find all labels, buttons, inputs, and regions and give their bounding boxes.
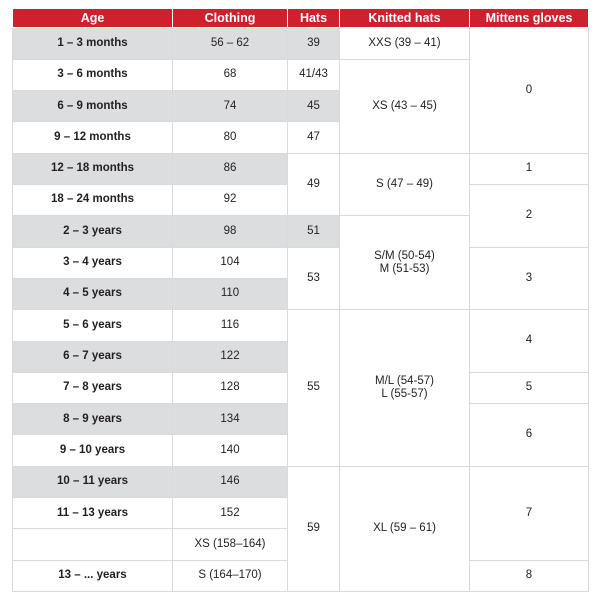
hats-cell: 45	[288, 91, 340, 122]
age-cell: 6 – 7 years	[13, 341, 173, 372]
hats-cell: 47	[288, 122, 340, 153]
mittens-gloves-cell: 4	[470, 310, 589, 373]
clothing-cell: 128	[173, 372, 288, 403]
age-cell: 9 – 12 months	[13, 122, 173, 153]
mittens-gloves-cell: 1	[470, 153, 589, 184]
age-cell	[13, 529, 173, 560]
mittens-gloves-cell: 3	[470, 247, 589, 310]
clothing-cell: 140	[173, 435, 288, 466]
age-cell: 7 – 8 years	[13, 372, 173, 403]
size-chart-table	[12, 8, 589, 592]
clothing-cell: XS (158–164)	[173, 529, 288, 560]
table-row	[13, 28, 589, 59]
header-age: Age	[13, 9, 173, 28]
age-cell: 10 – 11 years	[13, 466, 173, 497]
age-cell: 9 – 10 years	[13, 435, 173, 466]
knitted-hats-cell: XS (43 – 45)	[340, 59, 470, 153]
hats-cell: 39	[288, 28, 340, 59]
age-cell: 4 – 5 years	[13, 278, 173, 309]
age-cell: 3 – 4 years	[13, 247, 173, 278]
clothing-cell: 134	[173, 404, 288, 435]
mittens-gloves-cell: 7	[470, 466, 589, 560]
age-cell: 3 – 6 months	[13, 59, 173, 90]
clothing-cell: 110	[173, 278, 288, 309]
clothing-cell: 56 – 62	[173, 28, 288, 59]
clothing-cell: 86	[173, 153, 288, 184]
knitted-hats-cell: M/L (54-57) L (55-57)	[340, 310, 470, 467]
age-cell: 8 – 9 years	[13, 404, 173, 435]
age-cell: 2 – 3 years	[13, 216, 173, 247]
mittens-gloves-cell: 6	[470, 404, 589, 467]
knitted-hats-cell: XL (59 – 61)	[340, 466, 470, 591]
age-cell: 5 – 6 years	[13, 310, 173, 341]
clothing-cell: 122	[173, 341, 288, 372]
age-cell: 12 – 18 months	[13, 153, 173, 184]
header-clothing: Clothing	[173, 9, 288, 28]
table-header	[13, 9, 589, 28]
clothing-cell: 146	[173, 466, 288, 497]
mittens-gloves-cell: 8	[470, 560, 589, 591]
header-hats: Hats	[288, 9, 340, 28]
age-cell: 1 – 3 months	[13, 28, 173, 59]
clothing-cell: 68	[173, 59, 288, 90]
age-cell: 11 – 13 years	[13, 498, 173, 529]
table-row	[13, 310, 589, 341]
knitted-hats-cell: S (47 – 49)	[340, 153, 470, 216]
clothing-cell: 116	[173, 310, 288, 341]
knitted-hats-line-1: S/M (50-54) M (51-53)	[374, 249, 435, 275]
hats-cell: 49	[288, 153, 340, 216]
hats-cell: 55	[288, 310, 340, 467]
age-cell: 6 – 9 months	[13, 91, 173, 122]
clothing-cell: 92	[173, 184, 288, 215]
header-mittens-gloves: Mittens gloves	[470, 9, 589, 28]
table-row	[13, 466, 589, 497]
mittens-gloves-cell: 5	[470, 372, 589, 403]
hats-cell: 51	[288, 216, 340, 247]
clothing-cell: 74	[173, 91, 288, 122]
clothing-cell: 152	[173, 498, 288, 529]
mittens-gloves-cell: 2	[470, 184, 589, 247]
table-row	[13, 153, 589, 184]
knitted-hats-cell: XXS (39 – 41)	[340, 28, 470, 59]
knitted-hats-cell	[340, 216, 470, 310]
header-knitted-hats: Knitted hats	[340, 9, 470, 28]
clothing-cell: S (164–170)	[173, 560, 288, 591]
clothing-cell: 98	[173, 216, 288, 247]
clothing-cell: 104	[173, 247, 288, 278]
clothing-cell: 80	[173, 122, 288, 153]
table-body	[13, 28, 589, 592]
hats-cell: 53	[288, 247, 340, 310]
header-row	[13, 9, 589, 28]
hats-cell: 59	[288, 466, 340, 591]
mittens-gloves-cell: 0	[470, 28, 589, 153]
table-row	[13, 247, 589, 278]
age-cell: 18 – 24 months	[13, 184, 173, 215]
hats-cell: 41/43	[288, 59, 340, 90]
age-cell: 13 – ... years	[13, 560, 173, 591]
